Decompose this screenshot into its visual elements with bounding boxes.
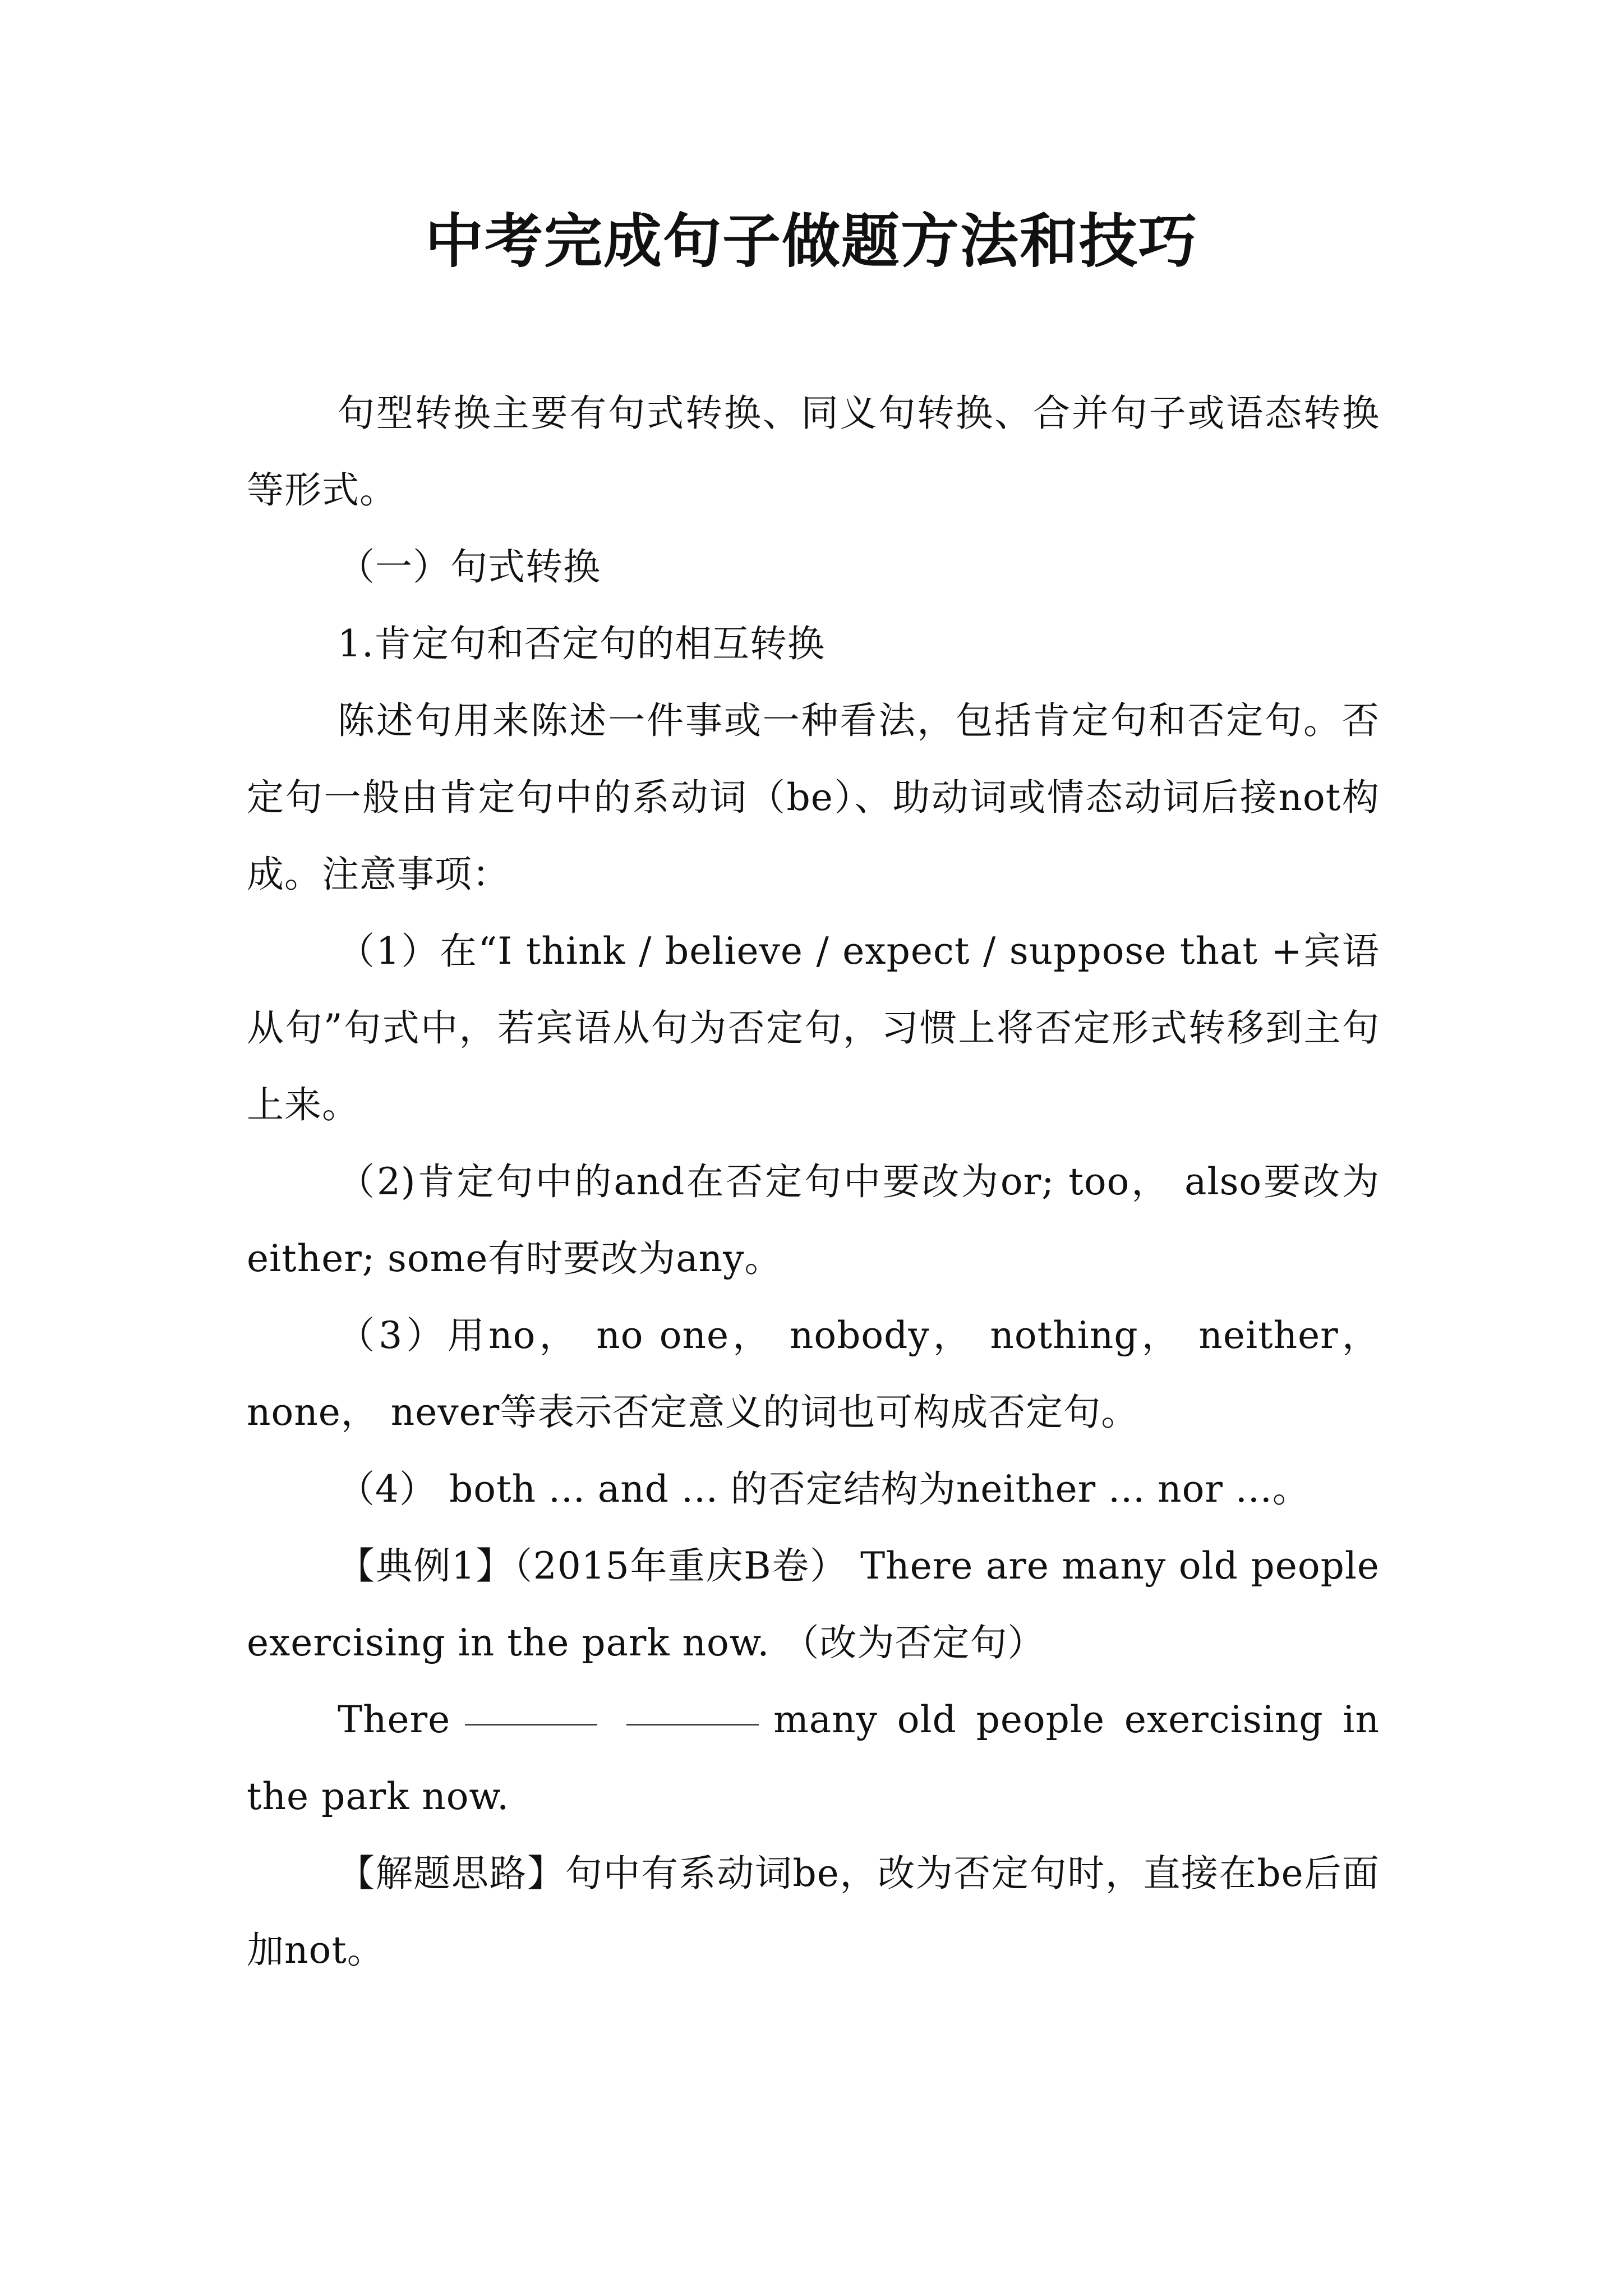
subsection-heading: 1.肯定句和否定句的相互转换 xyxy=(338,622,825,665)
document-body xyxy=(247,375,1380,1989)
intro-paragraph: 句型转换主要有句式转换、同义句转换、合并句子或语态转换等形式。 xyxy=(247,392,1380,512)
note-item-2: （2)肯定句中的and在否定句中要改为or; too， also要改为either; some有时要改为any。 xyxy=(247,1160,1380,1280)
answer-blank-1[interactable] xyxy=(465,1723,597,1726)
note-item-1: （1）在“I think / believe / expect / suppose that +宾语从句”句式中，若宾语从句为否定句，习惯上将否定形式转移到主句上来。 xyxy=(247,930,1380,1126)
explanation-paragraph: 陈述句用来陈述一件事或一种看法，包括肯定句和否定句。否定句一般由肯定句中的系动词（be）、助动词或情态动词后接not构成。注意事项： xyxy=(247,699,1380,896)
section-heading: （一）句式转换 xyxy=(338,545,601,588)
page-title: 中考完成句子做题方法和技巧 xyxy=(425,207,1198,275)
example-fill-in xyxy=(247,1681,1380,1835)
fill-in-start: There xyxy=(338,1698,451,1741)
note-item-4: （4） both ... and ... 的否定结构为neither ... nor ...。 xyxy=(338,1467,1310,1511)
answer-blank-2[interactable] xyxy=(626,1723,759,1726)
note-item-3: （3）用no， no one， nobody， nothing， neither， none， never等表示否定意义的词也可构成否定句。 xyxy=(247,1314,1380,1434)
solution-hint: 【解题思路】句中有系动词be，改为否定句时，直接在be后面加not。 xyxy=(247,1852,1380,1972)
example-question: 【典例1】（2015年重庆B卷） There are many old people exercising in the park now. （改为否定句） xyxy=(247,1544,1380,1664)
fill-in-end: many old people exercising in the park now. xyxy=(247,1698,1380,1818)
